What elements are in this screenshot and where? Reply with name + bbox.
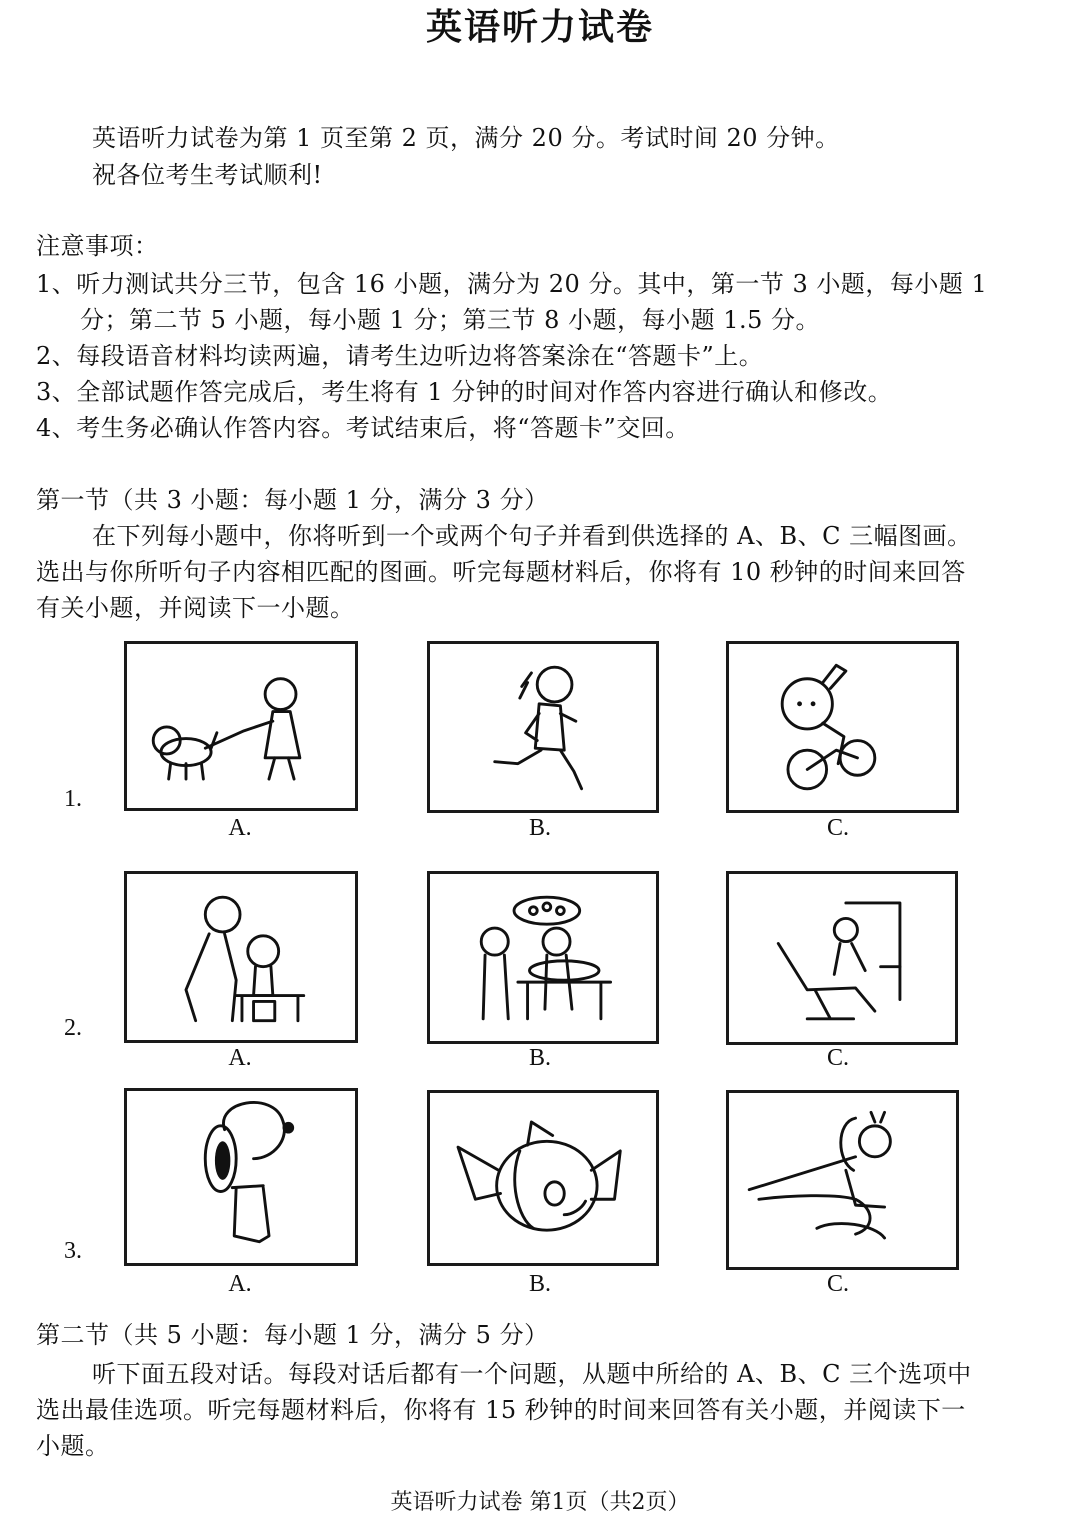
q3-option-c-label: C. — [826, 1271, 849, 1297]
question-number-3: 3. — [64, 1238, 82, 1264]
intro-line-1: 英语听力试卷为第 1 页至第 2 页，满分 20 分。考试时间 20 分钟。 — [92, 124, 840, 152]
question-number-1: 1. — [64, 786, 82, 812]
section2-instruction-3: 小题。 — [36, 1432, 110, 1460]
section1-instruction-2: 选出与你所听句子内容相匹配的图画。听完每题材料后，你将有 10 秒钟的时间来回答 — [36, 558, 966, 586]
doctor-examining-child-illustration — [127, 874, 355, 1040]
notes-heading: 注意事项： — [36, 232, 159, 260]
clownfish-illustration — [430, 1093, 656, 1263]
note-item-3: 3、全部试题作答完成后，考生将有 1 分钟的时间对作答内容进行确认和修改。 — [36, 378, 893, 406]
q3-option-c-image[interactable] — [726, 1090, 959, 1270]
section2-heading: 第二节（共 5 小题：每小题 1 分，满分 5 分） — [36, 1321, 549, 1349]
section1-instruction-1: 在下列每小题中，你将听到一个或两个句子并看到供选择的 A、B、C 三幅图画。 — [92, 522, 972, 550]
question-number-2: 2. — [64, 1015, 82, 1041]
q3-option-a-label: A. — [228, 1271, 252, 1297]
girl-running-illustration — [430, 644, 656, 810]
q2-option-a-image[interactable] — [124, 871, 358, 1043]
q3-option-b-label: B. — [528, 1271, 551, 1297]
q1-option-c-label: C. — [826, 815, 849, 841]
q2-option-b-label: B. — [528, 1045, 551, 1071]
note-item-1-cont: 分；第二节 5 小题，每小题 1 分；第三节 8 小题，每小题 1.5 分。 — [80, 306, 821, 334]
q1-option-b-image[interactable] — [427, 641, 659, 813]
section1-heading: 第一节（共 3 小题：每小题 1 分，满分 3 分） — [36, 486, 549, 514]
girl-walking-dog-illustration — [127, 644, 355, 808]
q2-option-b-image[interactable] — [427, 871, 659, 1044]
q1-option-a-image[interactable] — [124, 641, 358, 811]
intro-line-2: 祝各位考生考试顺利! — [92, 161, 323, 189]
cartoon-dog-illustration — [127, 1091, 355, 1263]
q3-option-b-image[interactable] — [427, 1090, 659, 1266]
q1-option-b-label: B. — [528, 815, 551, 841]
note-item-2: 2、每段语音材料均读两遍，请考生边听边将答案涂在“答题卡”上。 — [36, 342, 764, 370]
q2-option-c-image[interactable] — [726, 871, 958, 1045]
monkey-king-illustration — [729, 1093, 956, 1267]
q2-option-c-label: C. — [826, 1045, 849, 1071]
dentist-with-patient-illustration — [729, 874, 955, 1042]
section2-instruction-1: 听下面五段对话。每段对话后都有一个问题，从题中所给的 A、B、C 三个选项中 — [92, 1360, 972, 1388]
girl-riding-bicycle-illustration — [729, 644, 956, 810]
page-title: 英语听力试卷 — [425, 7, 654, 48]
q3-option-a-image[interactable] — [124, 1088, 358, 1266]
surgeons-operating-illustration — [430, 874, 656, 1041]
note-item-1: 1、听力测试共分三节，包含 16 小题，满分为 20 分。其中，第一节 3 小题，每小题 1 — [36, 270, 988, 298]
note-item-4: 4、考生务必确认作答内容。考试结束后，将“答题卡”交回。 — [36, 414, 690, 442]
section2-instruction-2: 选出最佳选项。听完每题材料后，你将有 15 秒钟的时间来回答有关小题，并阅读下一 — [36, 1396, 966, 1424]
section1-instruction-3: 有关小题，并阅读下一小题。 — [36, 594, 355, 622]
page-footer: 英语听力试卷 第1页（共2页） — [390, 1490, 690, 1515]
q1-option-c-image[interactable] — [726, 641, 959, 813]
q2-option-a-label: A. — [228, 1045, 252, 1071]
q1-option-a-label: A. — [228, 815, 252, 841]
